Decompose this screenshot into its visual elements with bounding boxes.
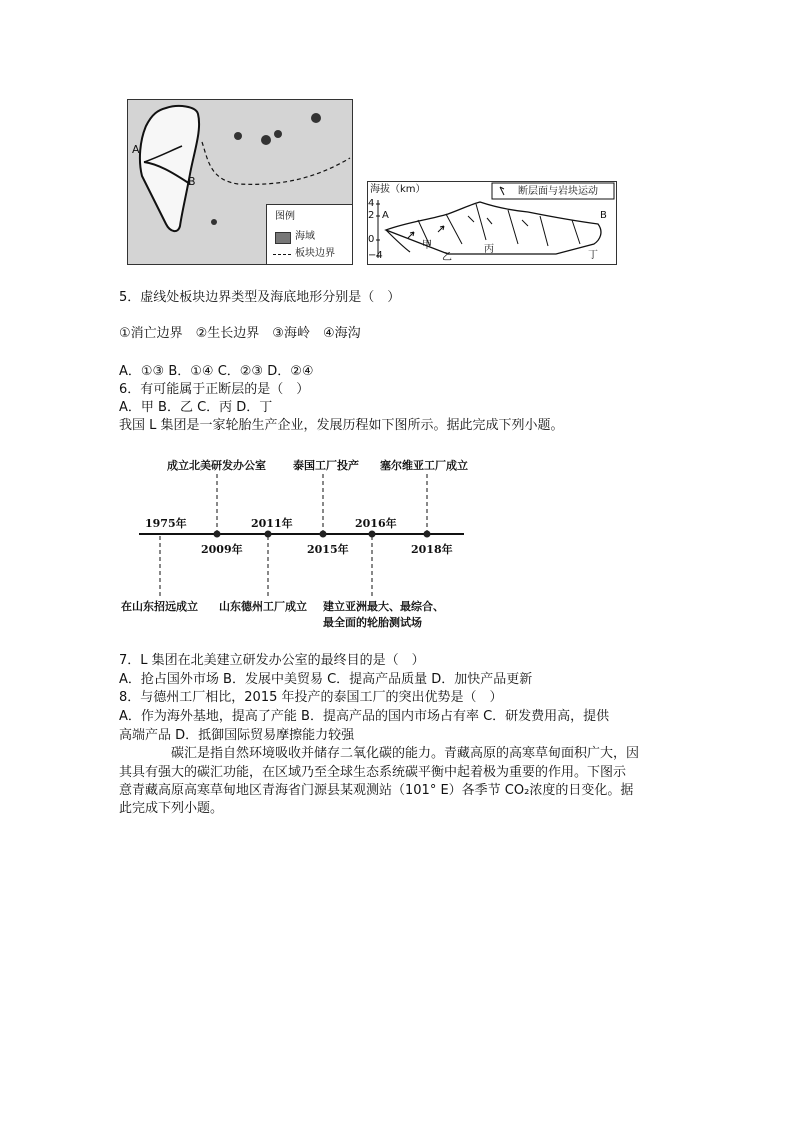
y-tick: 2 <box>368 210 375 221</box>
q8-choices-line1: A．作为海外基地，提高了产能 B．提高产品的国内市场占有率 C．研发费用高，提供 <box>119 709 610 724</box>
cross-section-figure <box>367 181 617 265</box>
q5-choices: A．①③ B．①④ C．②③ D．②④ <box>119 364 314 379</box>
intro2-line4: 此完成下列小题。 <box>119 801 224 816</box>
intro2-line2: 其具有强大的碳汇功能，在区域乃至全球生态系统碳平衡中起着极为重要的作用。下图示 <box>119 765 627 780</box>
timeline-dot <box>424 531 431 538</box>
small-island <box>261 135 271 145</box>
timeline-dot <box>265 531 272 538</box>
y-tick: −4 <box>368 250 383 261</box>
year-1975: 1975年 <box>145 517 187 530</box>
fault-label-ding: 丁 <box>588 250 598 261</box>
q8-choices-line2: 高端产品 D．抵御国际贸易摩擦能力较强 <box>119 728 355 743</box>
event-test-track-line2: 最全面的轮胎测试场 <box>323 616 422 629</box>
year-2015: 2015年 <box>307 543 349 556</box>
map-label-b: B <box>188 175 196 188</box>
y-tick: 0 <box>368 234 375 245</box>
y-tick: 4 <box>368 198 375 209</box>
map-legend <box>266 204 353 265</box>
year-2018: 2018年 <box>411 543 453 556</box>
q5-stem: 5．虚线处板块边界类型及海底地形分别是（ ） <box>119 290 401 305</box>
small-island <box>211 219 217 225</box>
timeline-figure <box>119 452 469 632</box>
intro2-line3: 意青藏高原高寒草甸地区青海省门源县某观测站（101° E）各季节 CO₂浓度的日变化。据 <box>119 783 634 798</box>
small-island <box>234 132 242 140</box>
q7-stem: 7．L 集团在北美建立研发办公室的最终目的是（ ） <box>119 653 425 668</box>
q6-choices: A．甲 B．乙 C．丙 D．丁 <box>119 400 273 415</box>
map-label-a: A <box>132 143 140 156</box>
q7-choices: A．抢占国外市场 B．发展中美贸易 C．提高产品质量 D．加快产品更新 <box>119 672 533 687</box>
section-label-a: A <box>382 210 389 221</box>
intro-paragraph-1: 我国 L 集团是一家轮胎生产企业，发展历程如下图所示。据此完成下列小题。 <box>119 418 564 433</box>
timeline-dot <box>214 531 221 538</box>
legend-boundary-label: 板块边界 <box>295 248 335 259</box>
small-island <box>311 113 321 123</box>
fault-label-jia: 甲 <box>422 240 432 251</box>
year-2009: 2009年 <box>201 543 243 556</box>
boundary-dash-icon <box>273 254 291 255</box>
year-2011: 2011年 <box>251 517 293 530</box>
event-test-track-line1: 建立亚洲最大、最综合、 <box>323 600 444 613</box>
section-label-b: B <box>600 210 607 221</box>
section-legend-label: 断层面与岩块运动 <box>518 186 598 197</box>
event-dezhou-plant: 山东德州工厂成立 <box>219 600 307 613</box>
q5-options: ①消亡边界 ②生长边界 ③海岭 ④海沟 <box>119 326 361 341</box>
event-zhaoyuan-founded: 在山东招远成立 <box>121 600 198 613</box>
timeline-dot <box>320 531 327 538</box>
small-island <box>274 130 282 138</box>
fault-label-yi: 乙 <box>442 252 452 263</box>
event-thailand-plant: 泰国工厂投产 <box>293 459 359 472</box>
event-serbia-plant: 塞尔维亚工厂成立 <box>380 459 468 472</box>
q6-stem: 6．有可能属于正断层的是（ ） <box>119 382 310 397</box>
q8-stem: 8．与德州工厂相比，2015 年投产的泰国工厂的突出优势是（ ） <box>119 690 503 705</box>
y-axis-label: 海拔（km） <box>370 184 426 195</box>
timeline-dot <box>369 531 376 538</box>
sea-swatch-icon <box>275 232 291 244</box>
plate-boundary-line <box>202 142 350 184</box>
event-na-rd-office: 成立北美研发办公室 <box>167 459 266 472</box>
taiwan-map-figure <box>127 99 353 265</box>
intro2-line1: 碳汇是指自然环境吸收并储存二氧化碳的能力。青藏高原的高寒草甸面积广大，因 <box>171 746 640 761</box>
island-shape <box>140 106 199 231</box>
fault-label-bing: 丙 <box>484 244 494 255</box>
legend-title: 图例 <box>275 211 295 222</box>
year-2016: 2016年 <box>355 517 397 530</box>
legend-sea-label: 海域 <box>295 231 315 242</box>
